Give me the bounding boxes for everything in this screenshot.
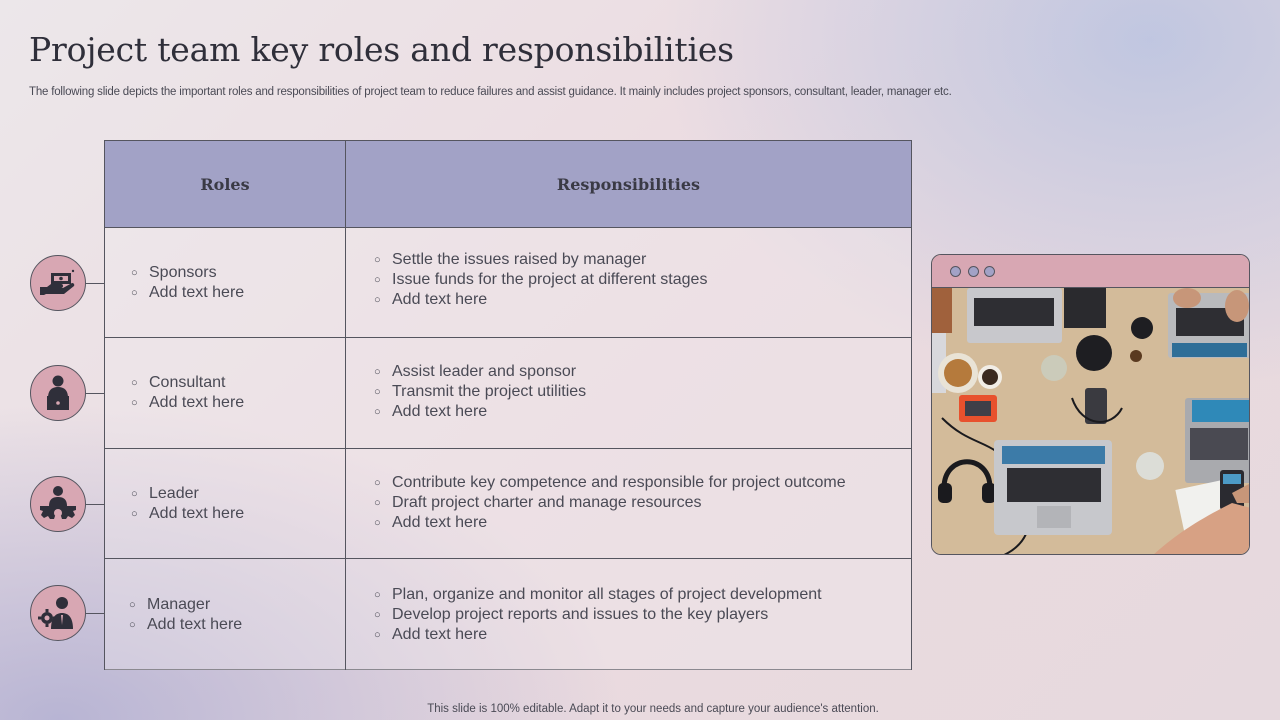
role-name: ○ Manager	[129, 595, 345, 615]
roles-table	[104, 140, 912, 670]
table-row-leader	[105, 449, 911, 559]
role-text: ○ Add text here	[129, 615, 345, 635]
window-dot-icon	[950, 266, 961, 277]
team-desk-photo	[932, 288, 1250, 555]
window-title-bar	[932, 255, 1249, 288]
header-roles: Roles	[105, 141, 346, 227]
responsibility-item: ○ Add text here	[374, 513, 911, 533]
responsibility-item: ○ Contribute key competence and responsible for project outcome	[374, 473, 911, 493]
responsibility-item: ○ Plan, organize and monitor all stages of project development	[374, 585, 911, 605]
responsibility-item: ○ Add text here	[374, 625, 911, 645]
responsibilities-cell	[346, 559, 911, 670]
hand-money-icon	[30, 255, 86, 311]
role-text: ○ Add text here	[131, 393, 345, 413]
leader-gear-icon	[30, 476, 86, 532]
table-row-manager	[105, 559, 911, 670]
responsibility-item: ○ Develop project reports and issues to the key players	[374, 605, 911, 625]
responsibility-item: ○ Assist leader and sponsor	[374, 362, 911, 382]
page-subtitle: The following slide depicts the important roles and responsibilities of project team to reduce failures and assist guidance. It mainly includes project sponsors, consultant, leader, manager etc.	[29, 86, 952, 98]
roles-cell	[105, 449, 346, 558]
responsibility-item: ○ Add text here	[374, 290, 911, 310]
window-dot-icon	[984, 266, 995, 277]
roles-cell	[105, 338, 346, 448]
manager-gear-icon	[30, 585, 86, 641]
role-name: ○ Sponsors	[131, 263, 345, 283]
header-responsibilities: Responsibilities	[556, 174, 701, 194]
role-name: ○ Consultant	[131, 373, 345, 393]
role-text: ○ Add text here	[131, 504, 345, 524]
consultant-laptop-icon	[30, 365, 86, 421]
responsibility-item: ○ Settle the issues raised by manager	[374, 250, 911, 270]
responsibilities-cell	[346, 338, 911, 448]
page-title: Project team key roles and responsibilities	[29, 30, 734, 69]
responsibilities-cell	[346, 449, 911, 558]
responsibility-item: ○ Transmit the project utilities	[374, 382, 911, 402]
photo-window	[931, 254, 1250, 555]
roles-cell	[105, 228, 346, 337]
window-dot-icon	[968, 266, 979, 277]
responsibilities-cell	[346, 228, 911, 337]
role-text: ○ Add text here	[131, 283, 345, 303]
table-row-sponsors	[105, 228, 911, 338]
responsibility-item: ○ Issue funds for the project at different stages	[374, 270, 911, 290]
roles-cell	[105, 559, 346, 670]
connector-line	[86, 393, 104, 394]
connector-line	[86, 283, 104, 284]
responsibility-item: ○ Draft project charter and manage resources	[374, 493, 911, 513]
table-header	[105, 141, 911, 228]
role-name: ○ Leader	[131, 484, 345, 504]
responsibility-item: ○ Add text here	[374, 402, 911, 422]
table-row-consultant	[105, 338, 911, 449]
connector-line	[86, 504, 104, 505]
connector-line	[86, 613, 104, 614]
footer-note: This slide is 100% editable. Adapt it to your needs and capture your audience's attention.	[427, 703, 879, 715]
